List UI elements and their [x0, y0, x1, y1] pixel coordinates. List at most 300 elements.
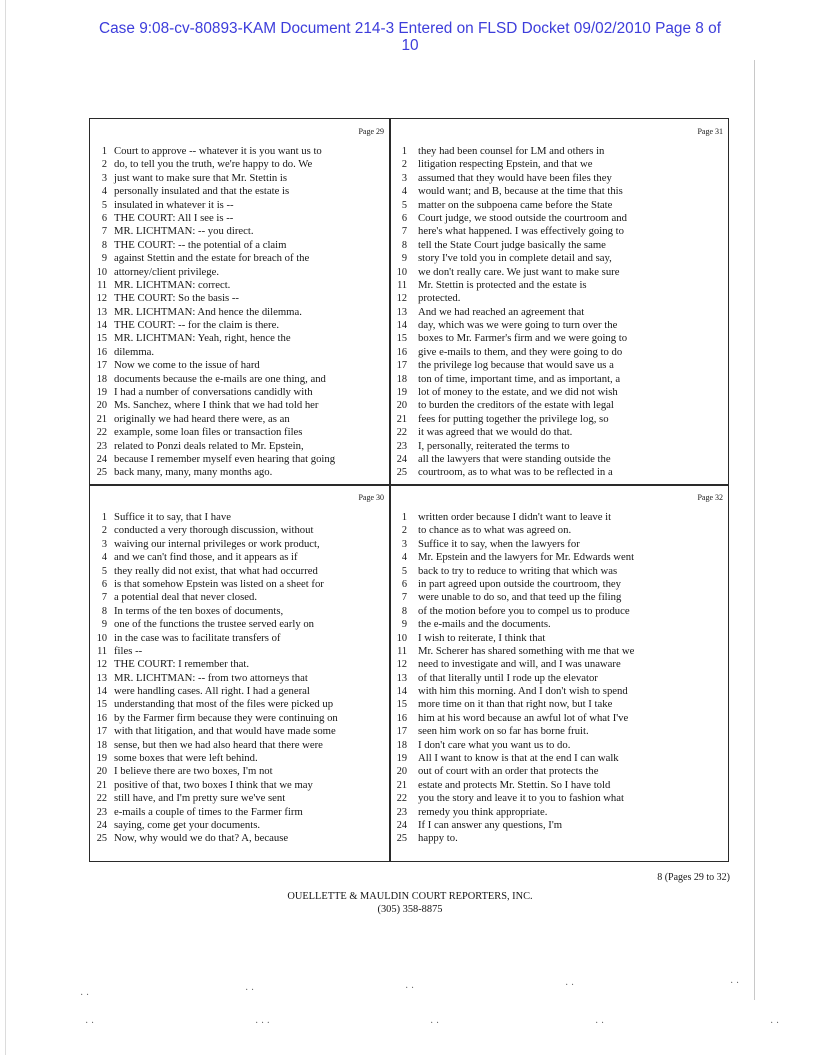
scan-speck: · · — [770, 1018, 780, 1029]
line-number: 3 — [101, 172, 107, 184]
transcript-line — [90, 672, 388, 685]
line-text: back many, many, many months ago. — [114, 466, 273, 479]
transcript-line — [390, 332, 727, 345]
scan-speck: · · — [85, 1018, 95, 1029]
line-text: documents because the e-mails are one thing, and — [114, 372, 326, 385]
line-number: 25 — [96, 467, 107, 479]
line-text: courtroom, as to what was to be reflected in a — [418, 466, 613, 479]
line-number: 19 — [396, 387, 407, 399]
transcript-line — [90, 239, 388, 252]
transcript-line — [90, 658, 388, 671]
line-text: THE COURT: So the basis -- — [114, 292, 239, 305]
line-number: 8 — [101, 605, 107, 617]
transcript-line — [90, 399, 388, 412]
transcript-line — [390, 765, 727, 778]
transcript-line — [390, 725, 727, 738]
line-text: MR. LICHTMAN: correct. — [114, 278, 231, 291]
line-number: 2 — [401, 159, 407, 171]
reporter-phone: (305) 358-8875 — [377, 904, 443, 915]
line-number: 12 — [396, 659, 407, 671]
transcript-line — [390, 739, 727, 752]
line-text: And we had reached an agreement that — [418, 305, 585, 318]
transcript-line — [390, 819, 727, 832]
line-text: day, which was we were going to turn over the — [418, 319, 618, 332]
line-number: 8 — [101, 239, 107, 251]
line-text: insulated in whatever it is -- — [114, 198, 234, 211]
transcript-line — [390, 440, 727, 453]
line-text: to burden the creditors of the estate with legal — [418, 399, 614, 412]
transcript-line — [390, 399, 727, 412]
line-text: MR. LICHTMAN: -- from two attorneys that — [114, 671, 308, 684]
transcript-line — [390, 806, 727, 819]
line-text: protected. — [418, 292, 461, 305]
line-text: All I want to know is that at the end I can walk — [418, 752, 619, 765]
line-text: MR. LICHTMAN: -- you direct. — [114, 225, 254, 238]
transcript-line — [390, 538, 727, 551]
transcript-line — [390, 212, 727, 225]
transcript-line — [90, 578, 388, 591]
line-number: 3 — [401, 538, 407, 550]
line-number: 24 — [396, 453, 407, 465]
transcript-line — [90, 346, 388, 359]
line-number: 4 — [101, 186, 107, 198]
line-number: 25 — [396, 467, 407, 479]
line-text: it was agreed that we would do that. — [418, 426, 573, 439]
scan-speck: · · — [595, 1018, 605, 1029]
line-text: sense, but then we had also heard that there were — [114, 738, 323, 751]
line-text: written order because I didn't want to leave it — [418, 511, 612, 523]
line-text: Now we come to the issue of hard — [114, 359, 260, 372]
line-number: 16 — [396, 346, 407, 358]
transcript-line — [90, 145, 388, 158]
transcript-line — [390, 672, 727, 685]
line-number: 1 — [401, 512, 407, 523]
line-text: do, to tell you the truth, we're happy to do. We — [114, 158, 313, 171]
line-number: 9 — [401, 253, 407, 265]
line-text: the privilege log because that would save us a — [418, 359, 614, 372]
line-number: 13 — [396, 306, 407, 318]
transcript-line — [390, 252, 727, 265]
transcript-panel-page-31 — [390, 119, 727, 483]
reporter-company: OUELLETTE & MAULDIN COURT REPORTERS, INC. — [287, 891, 533, 902]
transcript-line — [90, 765, 388, 778]
line-number: 23 — [96, 806, 107, 818]
line-text: MR. LICHTMAN: And hence the dilemma. — [114, 305, 302, 318]
line-text: boxes to Mr. Farmer's firm and we were going to — [418, 332, 628, 345]
transcript-line — [90, 551, 388, 564]
line-number: 22 — [96, 427, 107, 439]
line-text: originally we had heard there were, as an — [114, 412, 290, 425]
line-number: 4 — [401, 552, 407, 564]
line-number: 12 — [96, 659, 107, 671]
transcript-line — [90, 185, 388, 198]
transcript-line — [90, 685, 388, 698]
line-text: related to Ponzi deals related to Mr. Epstein, — [114, 439, 304, 452]
line-number: 12 — [396, 293, 407, 305]
line-text: personally insulated and that the estate is — [114, 185, 290, 198]
line-text: I believe there are two boxes, I'm not — [114, 765, 273, 778]
line-text: lot of money to the estate, and we did not wish — [418, 386, 618, 399]
transcript-line — [390, 199, 727, 212]
transcript-line — [90, 779, 388, 792]
line-number: 18 — [396, 373, 407, 385]
line-text: happy to. — [418, 832, 458, 845]
line-number: 15 — [396, 333, 407, 345]
line-text: e-mails a couple of times to the Farmer firm — [114, 805, 303, 818]
transcript-line — [390, 551, 727, 564]
line-number: 5 — [101, 565, 107, 577]
line-number: 21 — [96, 779, 107, 791]
scan-speck: · · — [80, 990, 90, 1001]
transcript-panel-page-30 — [90, 485, 388, 849]
line-text: If I can answer any questions, I'm — [418, 818, 563, 831]
line-number: 16 — [96, 346, 107, 358]
line-number: 15 — [96, 333, 107, 345]
transcript-line — [390, 413, 727, 426]
line-number: 21 — [396, 779, 407, 791]
line-number: 18 — [396, 739, 407, 751]
line-text: Mr. Scherer has shared something with me that we — [418, 644, 635, 657]
line-number: 17 — [396, 726, 407, 738]
transcript-line — [90, 292, 388, 305]
transcript-line — [390, 225, 727, 238]
line-text: attorney/client privilege. — [114, 265, 220, 278]
line-text: Mr. Epstein and the lawyers for Mr. Edwards went — [418, 551, 635, 564]
court-reporter-footer — [210, 890, 610, 916]
line-number: 23 — [396, 806, 407, 818]
line-number: 19 — [396, 753, 407, 765]
line-text: Suffice it to say, when the lawyers for — [418, 537, 580, 550]
line-number: 5 — [401, 565, 407, 577]
line-text: Suffice it to say, that I have — [114, 511, 231, 523]
transcript-line — [390, 466, 727, 479]
line-number: 2 — [101, 159, 107, 171]
line-text: all the lawyers that were standing outside the — [418, 452, 611, 465]
line-number: 9 — [101, 619, 107, 631]
line-number: 19 — [96, 387, 107, 399]
transcript-line — [390, 832, 727, 845]
transcript-line — [90, 698, 388, 711]
line-number: 16 — [396, 712, 407, 724]
line-number: 23 — [96, 440, 107, 452]
line-number: 19 — [96, 753, 107, 765]
transcript-line — [90, 752, 388, 765]
line-number: 22 — [396, 793, 407, 805]
transcript-lines — [390, 511, 727, 846]
line-text: conducted a very thorough discussion, without — [114, 524, 314, 537]
line-number: 3 — [401, 172, 407, 184]
line-number: 11 — [397, 645, 407, 657]
line-text: ton of time, important time, and as important, a — [418, 372, 621, 385]
transcript-line — [90, 413, 388, 426]
line-number: 13 — [396, 672, 407, 684]
transcript-line — [390, 698, 727, 711]
line-text: THE COURT: All I see is -- — [114, 211, 234, 224]
line-number: 18 — [96, 739, 107, 751]
transcript-line — [90, 605, 388, 618]
page-label: Page 29 — [358, 127, 384, 136]
transcript-panel-page-32 — [390, 485, 727, 849]
transcript-line — [90, 279, 388, 292]
line-number: 24 — [96, 819, 107, 831]
line-text: just want to make sure that Mr. Stettin is — [114, 171, 288, 184]
transcript-line — [90, 792, 388, 805]
transcript-line — [390, 426, 727, 439]
line-text: give e-mails to them, and they were going to do — [418, 345, 623, 358]
line-number: 11 — [97, 279, 107, 291]
line-number: 13 — [96, 306, 107, 318]
transcript-line — [90, 306, 388, 319]
line-text: would want; and B, because at the time that this — [418, 185, 623, 198]
transcript-line — [90, 332, 388, 345]
line-text: and we can't find those, and it appears as if — [114, 551, 298, 564]
line-text: I wish to reiterate, I think that — [418, 631, 546, 644]
line-text: out of court with an order that protects the — [418, 765, 599, 778]
transcript-line — [390, 172, 727, 185]
transcript-line — [390, 578, 727, 591]
line-text: still have, and I'm pretty sure we've sent — [114, 792, 286, 805]
line-number: 10 — [96, 266, 107, 278]
line-text: understanding that most of the files were picked up — [114, 698, 334, 711]
transcript-line — [390, 158, 727, 171]
transcript-line — [90, 172, 388, 185]
transcript-line — [390, 565, 727, 578]
line-number: 10 — [396, 266, 407, 278]
transcript-line — [390, 145, 727, 158]
line-text: we don't really care. We just want to make sure — [418, 265, 620, 278]
transcript-line — [390, 605, 727, 618]
transcript-line — [390, 792, 727, 805]
line-text: MR. LICHTMAN: Yeah, right, hence the — [114, 332, 291, 345]
transcript-line — [90, 466, 388, 479]
line-number: 16 — [96, 712, 107, 724]
transcript-line — [90, 538, 388, 551]
line-number: 14 — [396, 686, 407, 698]
transcript-line — [390, 752, 727, 765]
page-label: Page 30 — [358, 493, 384, 502]
line-text: in the case was to facilitate transfers of — [114, 631, 281, 644]
transcript-line — [90, 319, 388, 332]
line-text: him at his word because an awful lot of what I've — [418, 711, 629, 724]
line-number: 15 — [96, 699, 107, 711]
page-label: Page 32 — [697, 493, 723, 502]
line-text: fees for putting together the privilege log, so — [418, 412, 609, 425]
line-number: 13 — [96, 672, 107, 684]
line-text: THE COURT: -- the potential of a claim — [114, 238, 287, 251]
line-number: 1 — [101, 512, 107, 523]
line-text: THE COURT: -- for the claim is there. — [114, 319, 280, 332]
transcript-line — [390, 645, 727, 658]
transcript-line — [90, 591, 388, 604]
transcript-line — [90, 266, 388, 279]
line-number: 14 — [96, 320, 107, 332]
line-number: 7 — [101, 226, 107, 238]
line-text: estate and protects Mr. Stettin. So I have told — [418, 778, 611, 791]
line-text: waiving our internal privileges or work product, — [114, 537, 320, 550]
line-number: 7 — [401, 226, 407, 238]
scan-speck: · · · — [255, 1018, 270, 1029]
line-text: Mr. Stettin is protected and the estate is — [418, 278, 587, 291]
transcript-line — [90, 832, 388, 845]
scan-edge-left — [5, 0, 6, 1055]
transcript-line — [90, 225, 388, 238]
line-text: because I remember myself even hearing that going — [114, 452, 336, 465]
scan-speck: · · — [430, 1018, 440, 1029]
transcript-grid — [89, 118, 729, 862]
line-number: 5 — [401, 199, 407, 211]
line-text: remedy you think appropriate. — [418, 805, 548, 818]
line-text: the e-mails and the documents. — [418, 618, 551, 631]
transcript-line — [390, 591, 727, 604]
transcript-line — [390, 239, 727, 252]
scan-speck: · · — [405, 983, 415, 994]
line-text: dilemma. — [114, 345, 155, 358]
transcript-line — [90, 565, 388, 578]
line-number: 9 — [401, 619, 407, 631]
line-text: Now, why would we do that? A, because — [114, 832, 289, 845]
page-label: Page 31 — [697, 127, 723, 136]
line-text: matter on the subpoena came before the State — [418, 198, 613, 211]
line-number: 17 — [96, 360, 107, 372]
line-text: litigation respecting Epstein, and that we — [418, 158, 593, 171]
transcript-line — [390, 658, 727, 671]
line-text: in part agreed upon outside the courtroom, they — [418, 577, 622, 590]
line-number: 20 — [396, 766, 407, 778]
transcript-line — [90, 373, 388, 386]
transcript-line — [390, 524, 727, 537]
line-text: with that litigation, and that would have made some — [114, 725, 336, 738]
transcript-line — [390, 292, 727, 305]
line-number: 3 — [101, 538, 107, 550]
line-number: 10 — [396, 632, 407, 644]
transcript-lines — [90, 145, 388, 480]
line-text: some boxes that were left behind. — [114, 752, 258, 765]
transcript-line — [390, 373, 727, 386]
pages-range: 8 (Pages 29 to 32) — [657, 872, 730, 883]
line-text: I had a number of conversations candidly with — [114, 386, 313, 399]
transcript-line — [390, 279, 727, 292]
line-number: 24 — [96, 453, 107, 465]
line-number: 15 — [396, 699, 407, 711]
transcript-line — [390, 511, 727, 524]
transcript-line — [90, 819, 388, 832]
transcript-line — [90, 252, 388, 265]
line-text: were handling cases. All right. I had a general — [114, 685, 310, 698]
line-number: 8 — [401, 605, 407, 617]
line-text: Ms. Sanchez, where I think that we had told her — [114, 399, 319, 412]
line-text: tell the State Court judge basically the same — [418, 238, 606, 251]
line-number: 1 — [401, 146, 407, 157]
line-number: 10 — [96, 632, 107, 644]
line-number: 20 — [96, 400, 107, 412]
line-text: of that literally until I rode up the elevator — [418, 671, 598, 684]
transcript-line — [390, 266, 727, 279]
transcript-line — [390, 386, 727, 399]
transcript-line — [90, 725, 388, 738]
transcript-line — [90, 511, 388, 524]
line-number: 6 — [401, 578, 407, 590]
line-text: one of the functions the trustee served early on — [114, 618, 315, 631]
transcript-line — [90, 618, 388, 631]
line-text: I don't care what you want us to do. — [418, 738, 571, 751]
docket-header-line-1: Case 9:08-cv-80893-KAM Document 214-3 Entered on FLSD Docket 09/02/2010 Page 8 of — [99, 20, 721, 37]
line-text: I, personally, reiterated the terms to — [418, 439, 570, 452]
scan-speck: · · — [245, 985, 255, 996]
line-number: 21 — [96, 413, 107, 425]
transcript-line — [390, 306, 727, 319]
docket-header-line-2: 10 — [401, 37, 419, 54]
line-text: is that somehow Epstein was listed on a sheet for — [114, 577, 324, 590]
line-text: story I've told you in complete detail and say, — [418, 252, 612, 265]
line-text: files -- — [114, 644, 143, 657]
transcript-line — [390, 632, 727, 645]
line-number: 9 — [101, 253, 107, 265]
line-text: saying, come get your documents. — [114, 818, 261, 831]
line-text: here's what happened. I was effectively going to — [418, 225, 624, 238]
line-number: 25 — [96, 833, 107, 845]
line-number: 8 — [401, 239, 407, 251]
line-text: they really did not exist, that what had occurred — [114, 564, 318, 577]
line-text: by the Farmer firm because they were continuing on — [114, 711, 338, 724]
line-text: THE COURT: I remember that. — [114, 658, 250, 671]
line-number: 2 — [101, 525, 107, 537]
transcript-line — [90, 712, 388, 725]
line-number: 6 — [401, 212, 407, 224]
line-number: 6 — [101, 578, 107, 590]
line-number: 7 — [101, 592, 107, 604]
line-text: more time on it than that right now, but I take — [418, 698, 613, 711]
line-number: 4 — [401, 186, 407, 198]
line-number: 23 — [396, 440, 407, 452]
line-text: back to try to reduce to writing that which was — [418, 564, 618, 577]
transcript-line — [390, 618, 727, 631]
line-number: 22 — [396, 427, 407, 439]
line-text: need to investigate and will, and I was unaware — [418, 658, 621, 671]
line-text: of the motion before you to compel us to produce — [418, 604, 630, 617]
line-number: 22 — [96, 793, 107, 805]
transcript-line — [90, 632, 388, 645]
transcript-line — [90, 453, 388, 466]
transcript-line — [90, 440, 388, 453]
line-text: they had been counsel for LM and others in — [418, 145, 605, 157]
line-number: 5 — [101, 199, 107, 211]
line-text: with him this morning. And I don't wish to spend — [418, 685, 628, 698]
transcript-lines — [90, 511, 388, 846]
transcript-line — [390, 319, 727, 332]
transcript-line — [90, 739, 388, 752]
line-text: against Stettin and the estate for breach of the — [114, 252, 310, 265]
line-number: 7 — [401, 592, 407, 604]
transcript-line — [390, 685, 727, 698]
transcript-line — [90, 199, 388, 212]
transcript-line — [90, 359, 388, 372]
transcript-lines — [390, 145, 727, 480]
line-number: 14 — [96, 686, 107, 698]
transcript-line — [90, 158, 388, 171]
transcript-line — [90, 426, 388, 439]
transcript-line — [90, 645, 388, 658]
line-text: you the story and leave it to you to fashion what — [418, 792, 624, 805]
line-number: 24 — [396, 819, 407, 831]
scan-speck: · · — [730, 978, 740, 989]
transcript-line — [390, 185, 727, 198]
scan-edge-right — [754, 60, 755, 1000]
line-number: 4 — [101, 552, 107, 564]
transcript-line — [390, 453, 727, 466]
line-number: 6 — [101, 212, 107, 224]
line-text: to chance as to what was agreed on. — [418, 524, 572, 537]
scan-speck: · · — [565, 980, 575, 991]
